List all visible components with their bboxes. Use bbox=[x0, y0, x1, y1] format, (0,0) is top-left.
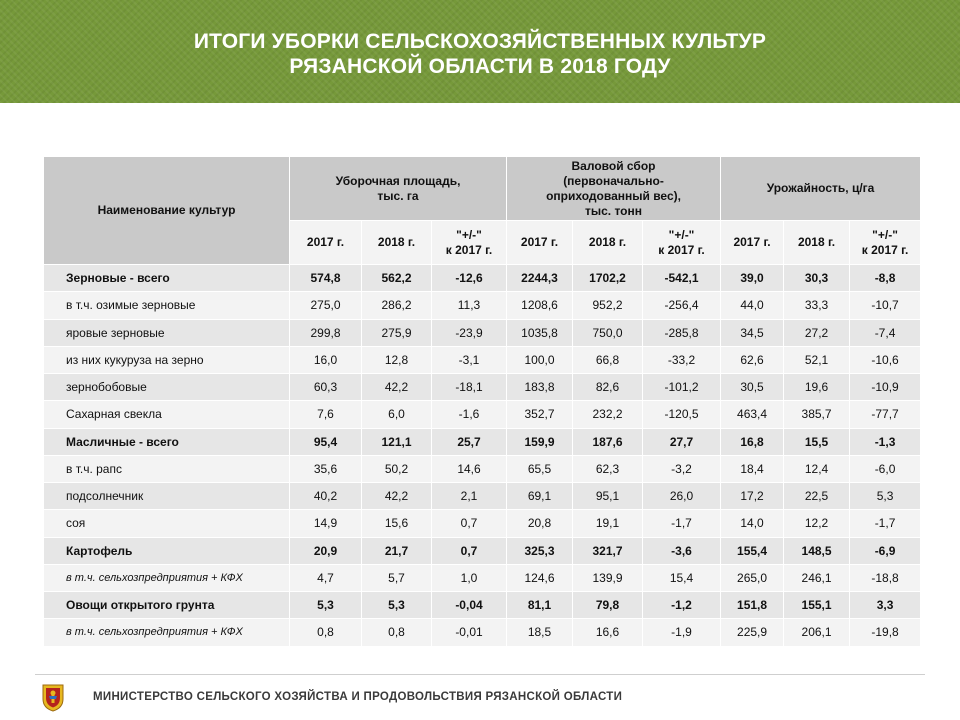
value-cell: -8,8 bbox=[850, 265, 921, 292]
value-cell: 100,0 bbox=[507, 346, 573, 373]
value-cell: 42,2 bbox=[362, 483, 432, 510]
value-cell: -3,1 bbox=[432, 346, 507, 373]
value-cell: 65,5 bbox=[507, 455, 573, 482]
value-cell: -256,4 bbox=[643, 292, 721, 319]
title-banner bbox=[0, 0, 960, 103]
value-cell: 26,0 bbox=[643, 483, 721, 510]
coat-of-arms-icon bbox=[41, 682, 65, 712]
footer bbox=[41, 680, 622, 714]
value-cell: 25,7 bbox=[432, 428, 507, 455]
value-cell: 148,5 bbox=[784, 537, 850, 564]
value-cell: 15,6 bbox=[362, 510, 432, 537]
table-row bbox=[44, 346, 921, 373]
value-cell: -1,9 bbox=[643, 619, 721, 646]
value-cell: 225,9 bbox=[721, 619, 784, 646]
crop-name-cell: Зерновые - всего bbox=[44, 265, 290, 292]
value-cell: -77,7 bbox=[850, 401, 921, 428]
value-cell: 5,3 bbox=[850, 483, 921, 510]
crop-name-cell: в т.ч. сельхозпредприятия + КФХ bbox=[44, 619, 290, 646]
value-cell: 19,6 bbox=[784, 374, 850, 401]
value-cell: -6,0 bbox=[850, 455, 921, 482]
value-cell: 124,6 bbox=[507, 564, 573, 591]
value-cell: 275,9 bbox=[362, 319, 432, 346]
subheader-y2017: 2017 г. bbox=[507, 221, 573, 265]
value-cell: 81,1 bbox=[507, 592, 573, 619]
crop-name-cell: Сахарная свекла bbox=[44, 401, 290, 428]
value-cell: -0,04 bbox=[432, 592, 507, 619]
value-cell: -7,4 bbox=[850, 319, 921, 346]
value-cell: 5,7 bbox=[362, 564, 432, 591]
column-group-gross-yield: Валовой сбор (первоначально- оприходованный вес), тыс. тонн bbox=[507, 157, 721, 221]
table-row bbox=[44, 374, 921, 401]
value-cell: 1035,8 bbox=[507, 319, 573, 346]
value-cell: 14,9 bbox=[290, 510, 362, 537]
value-cell: 139,9 bbox=[573, 564, 643, 591]
table-row bbox=[44, 401, 921, 428]
crop-name-cell: из них кукуруза на зерно bbox=[44, 346, 290, 373]
crop-name-cell: Масличные - всего bbox=[44, 428, 290, 455]
value-cell: 206,1 bbox=[784, 619, 850, 646]
value-cell: 155,1 bbox=[784, 592, 850, 619]
crop-name-cell: Овощи открытого грунта bbox=[44, 592, 290, 619]
subheader-delta: "+/-" к 2017 г. bbox=[850, 221, 921, 265]
harvest-table-wrapper bbox=[43, 156, 920, 647]
value-cell: -1,3 bbox=[850, 428, 921, 455]
value-cell: 16,8 bbox=[721, 428, 784, 455]
value-cell: 574,8 bbox=[290, 265, 362, 292]
value-cell: -542,1 bbox=[643, 265, 721, 292]
value-cell: 14,0 bbox=[721, 510, 784, 537]
crop-name-cell: в т.ч. сельхозпредприятия + КФХ bbox=[44, 564, 290, 591]
value-cell: 286,2 bbox=[362, 292, 432, 319]
value-cell: 30,5 bbox=[721, 374, 784, 401]
value-cell: 159,9 bbox=[507, 428, 573, 455]
value-cell: 62,3 bbox=[573, 455, 643, 482]
value-cell: -1,7 bbox=[850, 510, 921, 537]
table-row bbox=[44, 292, 921, 319]
value-cell: 18,4 bbox=[721, 455, 784, 482]
value-cell: 95,4 bbox=[290, 428, 362, 455]
value-cell: 17,2 bbox=[721, 483, 784, 510]
value-cell: 232,2 bbox=[573, 401, 643, 428]
subheader-y2018: 2018 г. bbox=[573, 221, 643, 265]
table-row bbox=[44, 319, 921, 346]
value-cell: -23,9 bbox=[432, 319, 507, 346]
value-cell: 155,4 bbox=[721, 537, 784, 564]
value-cell: -120,5 bbox=[643, 401, 721, 428]
value-cell: 20,8 bbox=[507, 510, 573, 537]
value-cell: -10,7 bbox=[850, 292, 921, 319]
value-cell: 321,7 bbox=[573, 537, 643, 564]
value-cell: 2244,3 bbox=[507, 265, 573, 292]
value-cell: 95,1 bbox=[573, 483, 643, 510]
ministry-name: МИНИСТЕРСТВО СЕЛЬСКОГО ХОЗЯЙСТВА И ПРОДОВОЛЬСТВИЯ РЯЗАНСКОЙ ОБЛАСТИ bbox=[93, 691, 623, 703]
title-line-2: РЯЗАНСКОЙ ОБЛАСТИ В 2018 ГОДУ bbox=[289, 54, 671, 78]
value-cell: 52,1 bbox=[784, 346, 850, 373]
value-cell: 50,2 bbox=[362, 455, 432, 482]
crop-name-cell: соя bbox=[44, 510, 290, 537]
value-cell: 2,1 bbox=[432, 483, 507, 510]
value-cell: 12,8 bbox=[362, 346, 432, 373]
value-cell: 33,3 bbox=[784, 292, 850, 319]
value-cell: 463,4 bbox=[721, 401, 784, 428]
value-cell: 15,5 bbox=[784, 428, 850, 455]
value-cell: 0,7 bbox=[432, 510, 507, 537]
value-cell: 60,3 bbox=[290, 374, 362, 401]
value-cell: -33,2 bbox=[643, 346, 721, 373]
value-cell: 16,6 bbox=[573, 619, 643, 646]
value-cell: 39,0 bbox=[721, 265, 784, 292]
crop-name-cell: в т.ч. озимые зерновые bbox=[44, 292, 290, 319]
table-row bbox=[44, 483, 921, 510]
value-cell: 12,2 bbox=[784, 510, 850, 537]
harvest-table bbox=[43, 156, 921, 647]
value-cell: 20,9 bbox=[290, 537, 362, 564]
value-cell: 79,8 bbox=[573, 592, 643, 619]
value-cell: -6,9 bbox=[850, 537, 921, 564]
value-cell: -12,6 bbox=[432, 265, 507, 292]
value-cell: 40,2 bbox=[290, 483, 362, 510]
value-cell: 1702,2 bbox=[573, 265, 643, 292]
table-row bbox=[44, 428, 921, 455]
value-cell: -18,8 bbox=[850, 564, 921, 591]
value-cell: -1,6 bbox=[432, 401, 507, 428]
value-cell: 952,2 bbox=[573, 292, 643, 319]
value-cell: 121,1 bbox=[362, 428, 432, 455]
table-row bbox=[44, 265, 921, 292]
column-header-crop-name: Наименование культур bbox=[44, 157, 290, 265]
value-cell: 69,1 bbox=[507, 483, 573, 510]
column-group-productivity: Урожайность, ц/га bbox=[721, 157, 921, 221]
subheader-y2018: 2018 г. bbox=[784, 221, 850, 265]
value-cell: 5,3 bbox=[362, 592, 432, 619]
value-cell: -285,8 bbox=[643, 319, 721, 346]
value-cell: 22,5 bbox=[784, 483, 850, 510]
column-group-harvest-area: Уборочная площадь, тыс. га bbox=[290, 157, 507, 221]
value-cell: -1,2 bbox=[643, 592, 721, 619]
table-row bbox=[44, 592, 921, 619]
value-cell: 325,3 bbox=[507, 537, 573, 564]
value-cell: 66,8 bbox=[573, 346, 643, 373]
crop-name-cell: подсолнечник bbox=[44, 483, 290, 510]
value-cell: 5,3 bbox=[290, 592, 362, 619]
subheader-y2017: 2017 г. bbox=[721, 221, 784, 265]
table-row bbox=[44, 455, 921, 482]
subheader-delta: "+/-" к 2017 г. bbox=[432, 221, 507, 265]
subheader-delta: "+/-" к 2017 г. bbox=[643, 221, 721, 265]
value-cell: 82,6 bbox=[573, 374, 643, 401]
value-cell: 11,3 bbox=[432, 292, 507, 319]
value-cell: 27,2 bbox=[784, 319, 850, 346]
value-cell: 187,6 bbox=[573, 428, 643, 455]
value-cell: 7,6 bbox=[290, 401, 362, 428]
value-cell: 15,4 bbox=[643, 564, 721, 591]
value-cell: 6,0 bbox=[362, 401, 432, 428]
value-cell: 14,6 bbox=[432, 455, 507, 482]
crop-name-cell: яровые зерновые bbox=[44, 319, 290, 346]
table-row bbox=[44, 564, 921, 591]
value-cell: 16,0 bbox=[290, 346, 362, 373]
value-cell: 352,7 bbox=[507, 401, 573, 428]
value-cell: 246,1 bbox=[784, 564, 850, 591]
value-cell: 265,0 bbox=[721, 564, 784, 591]
crop-name-cell: в т.ч. рапс bbox=[44, 455, 290, 482]
value-cell: 3,3 bbox=[850, 592, 921, 619]
value-cell: 562,2 bbox=[362, 265, 432, 292]
value-cell: 18,5 bbox=[507, 619, 573, 646]
value-cell: 42,2 bbox=[362, 374, 432, 401]
value-cell: 0,8 bbox=[290, 619, 362, 646]
value-cell: 183,8 bbox=[507, 374, 573, 401]
value-cell: -0,01 bbox=[432, 619, 507, 646]
value-cell: 0,8 bbox=[362, 619, 432, 646]
value-cell: -101,2 bbox=[643, 374, 721, 401]
table-row bbox=[44, 537, 921, 564]
value-cell: -10,9 bbox=[850, 374, 921, 401]
value-cell: 62,6 bbox=[721, 346, 784, 373]
value-cell: 0,7 bbox=[432, 537, 507, 564]
value-cell: 19,1 bbox=[573, 510, 643, 537]
subheader-y2017: 2017 г. bbox=[290, 221, 362, 265]
footer-divider bbox=[35, 674, 925, 675]
value-cell: -10,6 bbox=[850, 346, 921, 373]
value-cell: 151,8 bbox=[721, 592, 784, 619]
value-cell: 275,0 bbox=[290, 292, 362, 319]
value-cell: 1,0 bbox=[432, 564, 507, 591]
value-cell: 27,7 bbox=[643, 428, 721, 455]
value-cell: 12,4 bbox=[784, 455, 850, 482]
crop-name-cell: зернобобовые bbox=[44, 374, 290, 401]
value-cell: 44,0 bbox=[721, 292, 784, 319]
value-cell: 299,8 bbox=[290, 319, 362, 346]
value-cell: -19,8 bbox=[850, 619, 921, 646]
value-cell: 30,3 bbox=[784, 265, 850, 292]
value-cell: 35,6 bbox=[290, 455, 362, 482]
value-cell: 4,7 bbox=[290, 564, 362, 591]
value-cell: 385,7 bbox=[784, 401, 850, 428]
title-line-1: ИТОГИ УБОРКИ СЕЛЬСКОХОЗЯЙСТВЕННЫХ КУЛЬТУР bbox=[193, 29, 767, 53]
value-cell: -18,1 bbox=[432, 374, 507, 401]
table-row bbox=[44, 510, 921, 537]
value-cell: -3,2 bbox=[643, 455, 721, 482]
value-cell: -3,6 bbox=[643, 537, 721, 564]
value-cell: 1208,6 bbox=[507, 292, 573, 319]
value-cell: 21,7 bbox=[362, 537, 432, 564]
value-cell: -1,7 bbox=[643, 510, 721, 537]
table-row bbox=[44, 619, 921, 646]
subheader-y2018: 2018 г. bbox=[362, 221, 432, 265]
value-cell: 34,5 bbox=[721, 319, 784, 346]
crop-name-cell: Картофель bbox=[44, 537, 290, 564]
value-cell: 750,0 bbox=[573, 319, 643, 346]
